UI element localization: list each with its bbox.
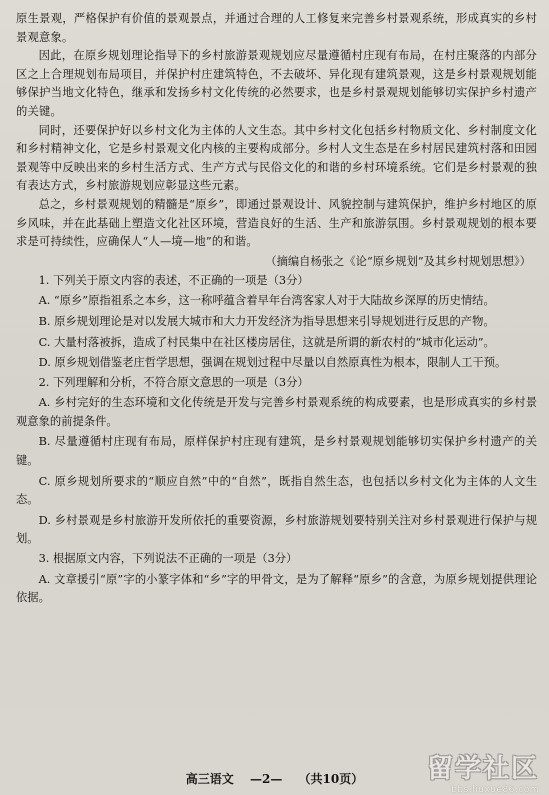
option-c: C. 原乡规划所要求的“顺应自然”中的“自然”，既指自然生态，也包括以乡村文化为主体的人文生态。 (16, 474, 537, 507)
option-a: A. “原乡”原指祖系之本乡，这一称呼蕴含着早年台湾客家人对于大陆故乡深厚的历史情结。 (38, 294, 495, 308)
question-3 (16, 550, 537, 608)
passage-paragraph: 因此，在原乡规划理论指导下的乡村旅游景观规划应尽量遵循村庄现有布局，在村庄聚落的内部分区之上合理规划布局项目，并保护村庄建筑特色，不去破坏、异化现有建筑景观，这是乡村景观规划能够保护当地文化特色，继承和发扬乡村文化传统的必然要求，也是乡村景观规划能够切实保护乡村遗产的关键。 (16, 49, 537, 118)
passage-paragraph: 原生景观，严格保护有价值的景观景点，并通过合理的人工修复来完善乡村景观系统，形成真实的乡村景观意象。 (16, 12, 537, 44)
passage-citation: （摘编自杨张之《论“原乡规划”及其乡村规划思想》） (265, 254, 531, 268)
question-2 (16, 374, 537, 549)
watermark-url: bbs.liuxue86.com (451, 785, 539, 795)
option-d: D. 乡村景观是乡村旅游开发所依托的重要资源，乡村旅游规划要特别关注对乡村景观进行保护与规划。 (16, 513, 537, 546)
site-watermark (427, 748, 539, 795)
footer-page-number: —2— (249, 772, 283, 786)
option-b: B. 尽量遵循村庄现有布局，原样保护村庄现有建筑，是乡村景观规划能够切实保护乡村遗产的关键。 (16, 435, 537, 468)
option-b: B. 原乡规划理论是对以发展大城市和大力开发经济为指导思想来引导规划进行反思的产物。 (38, 314, 495, 328)
question-stem: 3. 根据原文内容，下列说法不正确的一项是（3分） (38, 552, 298, 566)
footer-subject: 高三语文 (185, 772, 234, 786)
question-stem: 2. 下列理解和分析，不符合原文意思的一项是（3分） (38, 375, 309, 389)
option-a: A. 乡村完好的生态环境和文化传统是开发与完善乡村景观系统的构成要素，也是形成真实的乡村景观意象的前提条件。 (16, 396, 537, 428)
option-a: A. 文章援引“原”字的小篆字体和“乡”字的甲骨文，是为了解释“原乡”的含意，为原乡规划提供理论依据。 (16, 572, 537, 605)
reading-passage (16, 10, 537, 271)
option-c: C. 大量村落被拆，造成了村民集中在社区楼房居住，这就是所谓的新农村的“城市化运动”。 (38, 335, 495, 349)
question-stem: 1. 下列关于原文内容的表述，不正确的一项是（3分） (38, 273, 309, 287)
question-1 (16, 272, 537, 373)
watermark-logo: 留学社区 (426, 754, 539, 784)
footer-total-pages: （共10页） (298, 772, 364, 786)
option-d: D. 原乡规划借鉴老庄哲学思想，强调在规划过程中尽量以自然原真性为根本，限制人工干预。 (38, 356, 507, 370)
passage-paragraph: 总之，乡村景观规划的精髓是“原乡”，即通过景观设计、风貌控制与建筑保护，维护乡村地区的原乡风味，并在此基础上塑造文化社区环境，营造良好的生活、生产和旅游氛围。乡村景观规划的根本要求是可持续性，应确保人“人—境—地”的和谐。 (16, 197, 537, 249)
passage-paragraph: 同时，还要保护好以乡村文化为主体的人文生态。其中乡村文化包括乡村物质文化、乡村制度文化和乡村精神文化，它是乡村景观文化内核的主要构成部分。乡村人文生态是在乡村居民建筑村落和田园景观等中反映出来的乡村生活方式、生产方式与民俗文化的和谐的乡村环境系统。它们是乡村景观的独有表达方式，乡村旅游规划应彰显这些元素。 (16, 123, 537, 193)
